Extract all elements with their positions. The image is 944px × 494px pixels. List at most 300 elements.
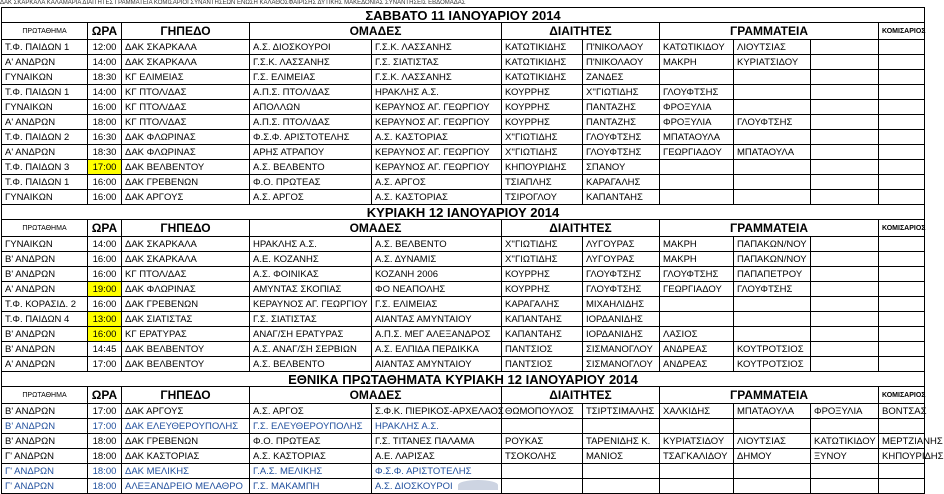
- cell-commissioner: [879, 252, 925, 267]
- column-header-row: [2, 23, 925, 40]
- cell-secretary-3: [811, 55, 879, 70]
- cell-time: 18:00: [88, 464, 122, 479]
- section-title: ΣΑΒΒΑΤΟ 11 ΙΑΝΟΥΑΡΙΟΥ 2014: [2, 8, 925, 23]
- cell-away-team: ΚΕΡΑΥΝΟΣ ΑΓ. ΓΕΩΡΓΙΟΥ: [372, 145, 502, 160]
- cell-secretary-3: ΞΥΝΟΥ: [811, 449, 879, 464]
- cell-commissioner: [879, 175, 925, 190]
- cell-referee-1: ΠΑΝΤΣΙΟΣ: [502, 357, 583, 372]
- cell-venue: ΚΓ ΠΤΟΛ/ΔΑΣ: [122, 115, 250, 130]
- cell-time: 16:00: [88, 175, 122, 190]
- cell-secretary-2: [734, 312, 811, 327]
- cell-venue: ΚΓ ΕΡΑΤΥΡΑΣ: [122, 327, 250, 342]
- cell-time: 16:30: [88, 130, 122, 145]
- cell-venue: ΔΑΚ ΑΡΓΟΥΣ: [122, 404, 250, 419]
- cell-away-team: Α.Σ. ΔΙΟΣΚΟΥΡΟΙ: [372, 479, 502, 494]
- cell-commissioner: [879, 282, 925, 297]
- cell-venue: ΑΛΕΞΑΝΔΡΕΙΟ ΜΕΛΑΘΡΟ: [122, 479, 250, 494]
- table-row: [2, 252, 925, 267]
- cell-referee-1: ΚΑΤΩΤΙΚΙΔΗΣ: [502, 70, 583, 85]
- table-row: [2, 85, 925, 100]
- cell-secretary-2: [734, 190, 811, 205]
- cell-secretary-2: [734, 160, 811, 175]
- cell-venue: ΔΑΚ ΒΕΛΒΕΝΤΟΥ: [122, 342, 250, 357]
- table-row: [2, 130, 925, 145]
- cell-time: 16:00: [88, 297, 122, 312]
- header-secretariat: ΓΡΑΜΜΑΤΕΙΑ: [660, 23, 879, 40]
- table-row: [2, 190, 925, 205]
- cell-home-team: ΑΜΥΝΤΑΣ ΣΚΟΠΙΑΣ: [250, 282, 372, 297]
- cell-referee-1: ΤΣΙΑΠΛΗΣ: [502, 175, 583, 190]
- cell-home-team: ΑΠΟΛΛΩΝ: [250, 100, 372, 115]
- cell-secretary-1: [660, 464, 734, 479]
- cell-referee-2: Π'ΝΙΚΟΛΑΟΥ: [583, 40, 660, 55]
- cell-commissioner: [879, 237, 925, 252]
- cell-secretary-2: ΚΥΡΙΑΤΣΙΔΟΥ: [734, 55, 811, 70]
- cell-referee-2: [583, 419, 660, 434]
- header-commissioners: ΚΟΜΙΣΑΡΙΟΣ: [879, 23, 925, 40]
- header-teams: ΟΜΑΔΕΣ: [250, 220, 502, 237]
- table-row: [2, 297, 925, 312]
- header-commissioners: ΚΟΜΙΣΑΡΙΟΣ: [879, 220, 925, 237]
- cell-secretary-3: [811, 130, 879, 145]
- header-championship: ΠΡΩΤΑΘΗΜΑ: [2, 220, 88, 237]
- cell-championship: Τ.Φ. ΠΑΙΔΩΝ 1: [2, 85, 88, 100]
- cell-secretary-2: ΚΟΥΤΡΟΤΣΙΟΣ: [734, 342, 811, 357]
- cell-referee-1: [502, 419, 583, 434]
- cell-secretary-1: [660, 312, 734, 327]
- schedule-table: [1, 7, 944, 494]
- cell-commissioner: [879, 312, 925, 327]
- cell-secretary-2: ΔΗΜΟΥ: [734, 449, 811, 464]
- cell-secretary-2: ΛΙΟΥΤΣΙΑΣ: [734, 434, 811, 449]
- cell-secretary-3: [811, 160, 879, 175]
- cell-referee-1: ΡΟΥΚΑΣ: [502, 434, 583, 449]
- header-championship: ΠΡΩΤΑΘΗΜΑ: [2, 387, 88, 404]
- cell-secretary-1: ΤΣΑΓΚΑΛΙΔΟΥ: [660, 449, 734, 464]
- cell-referee-1: ΚΟΥΡΡΗΣ: [502, 100, 583, 115]
- cell-venue: ΚΓ ΠΤΟΛ/ΔΑΣ: [122, 85, 250, 100]
- cell-commissioner: [879, 70, 925, 85]
- cell-time: 17:00: [88, 160, 122, 175]
- cell-venue: ΔΑΚ ΣΚΑΡΚΑΛΑ: [122, 40, 250, 55]
- header-referees: ΔΙΑΙΤΗΤΕΣ: [502, 23, 660, 40]
- table-row: [2, 357, 925, 372]
- cell-referee-2: ΣΠΑΝΟΥ: [583, 160, 660, 175]
- cell-time: 14:00: [88, 237, 122, 252]
- cell-away-team: ΚΕΡΑΥΝΟΣ ΑΓ. ΓΕΩΡΓΙΟΥ: [372, 115, 502, 130]
- cell-away-team: Γ.Σ. ΣΙΑΤΙΣΤΑΣ: [372, 55, 502, 70]
- cell-secretary-1: ΛΑΣΙΟΣ: [660, 327, 734, 342]
- cell-away-team: ΚΟΖΑΝΗ 2006: [372, 267, 502, 282]
- header-time: ΩΡΑ: [88, 23, 122, 40]
- cell-championship: ΓΥΝΑΙΚΩΝ: [2, 70, 88, 85]
- cell-home-team: Α.Σ. ΒΕΛΒΕΝΤΟ: [250, 357, 372, 372]
- cell-secretary-3: [811, 267, 879, 282]
- cell-secretary-3: [811, 479, 879, 494]
- header-teams: ΟΜΑΔΕΣ: [250, 387, 502, 404]
- cell-time: 12:00: [88, 40, 122, 55]
- cell-secretary-2: [734, 100, 811, 115]
- cell-referee-2: ΓΛΟΥΦΤΣΗΣ: [583, 130, 660, 145]
- cell-home-team: Α.Π.Σ. ΠΤΟΛ/ΔΑΣ: [250, 115, 372, 130]
- cell-secretary-1: [660, 419, 734, 434]
- cell-time: 17:00: [88, 419, 122, 434]
- cell-home-team: ΗΡΑΚΛΗΣ Α.Σ.: [250, 237, 372, 252]
- cell-home-team: Γ.Σ.Κ. ΛΑΣΣΑΝΗΣ: [250, 55, 372, 70]
- cell-referee-1: ΚΑΠΑΝΤΑΗΣ: [502, 327, 583, 342]
- cell-away-team: Φ.Σ.Φ. ΑΡΙΣΤΟΤΕΛΗΣ: [372, 464, 502, 479]
- cell-home-team: Α.Σ. ΔΙΟΣΚΟΥΡΟΙ: [250, 40, 372, 55]
- cell-secretary-2: ΠΑΠΑΚΩΝ/ΝΟΥ: [734, 252, 811, 267]
- section-title-row: [2, 372, 925, 387]
- cell-away-team: Α.Σ. ΚΑΣΤΟΡΙΑΣ: [372, 190, 502, 205]
- cell-secretary-3: [811, 145, 879, 160]
- cell-secretary-2: ΠΑΠΑΚΩΝ/ΝΟΥ: [734, 237, 811, 252]
- header-venue: ΓΗΠΕΔΟ: [122, 220, 250, 237]
- cell-venue: ΔΑΚ ΓΡΕΒΕΝΩΝ: [122, 297, 250, 312]
- cell-home-team: ΑΝΑΓ/ΣΗ ΕΡΑΤΥΡΑΣ: [250, 327, 372, 342]
- cell-commissioner: [879, 85, 925, 100]
- cell-home-team: Α.Σ. ΚΑΣΤΟΡΙΑΣ: [250, 449, 372, 464]
- cell-referee-1: ΚΑΤΩΤΙΚΙΔΗΣ: [502, 40, 583, 55]
- cell-secretary-2: [734, 130, 811, 145]
- table-row: [2, 449, 925, 464]
- cell-referee-1: Χ''ΓΙΩΤΙΔΗΣ: [502, 145, 583, 160]
- top-cut-text: ΔΑΚ ΣΚΑΡΚΑΛΑ ΚΑΛΑΜΑΡΙΑ ΔΙΑΙΤΗΤΕΣ ΓΡΑΜΜΑΤΕΙΑ ΚΟΜΙΣΑΡΙΟΙ ΣΥΝΑΝΤΗΣΕΩΝ ΕΝΩΣΗ ΚΑΛΑΘΟΣΦΑΙΡΙΣΗΣ ΔΥΤΙΚΗΣ ΜΑΚΕΔΟΝΙΑΣ ΣΥΝΑΝΤΗΣΕΙΣ ΕΒΔΟΜΑΔΑΣ: [0, 0, 466, 6]
- cell-time: 14:45: [88, 342, 122, 357]
- cell-time: 16:00: [88, 327, 122, 342]
- cell-referee-2: ΚΑΡΑΓΑΛΗΣ: [583, 175, 660, 190]
- table-row: [2, 237, 925, 252]
- cell-away-team: Σ.Φ.Κ. ΠΙΕΡΙΚΟΣ-ΑΡΧΕΛΑΟΣ: [372, 404, 502, 419]
- cell-time: 18:00: [88, 434, 122, 449]
- cell-away-team: ΦΟ ΝΕΑΠΟΛΗΣ: [372, 282, 502, 297]
- cell-secretary-1: [660, 175, 734, 190]
- cell-secretary-1: [660, 190, 734, 205]
- table-row: [2, 464, 925, 479]
- cell-secretary-3: [811, 100, 879, 115]
- cell-secretary-1: ΜΑΚΡΗ: [660, 252, 734, 267]
- cell-referee-2: ΣΙΣΜΑΝΟΓΛΟΥ: [583, 342, 660, 357]
- cell-referee-2: [583, 479, 660, 494]
- header-commissioners: ΚΟΜΙΣΑΡΙΟΣ: [879, 387, 925, 404]
- cell-commissioner: [879, 267, 925, 282]
- cell-commissioner: [879, 130, 925, 145]
- cell-venue: ΔΑΚ ΣΙΑΤΙΣΤΑΣ: [122, 312, 250, 327]
- cell-secretary-1: ΓΕΩΡΓΙΑΔΟΥ: [660, 282, 734, 297]
- cell-championship: Γ' ΑΝΔΡΩΝ: [2, 464, 88, 479]
- cell-championship: Β' ΑΝΔΡΩΝ: [2, 404, 88, 419]
- cell-home-team: Α.Σ. ΑΝΑΓ/ΣΗ ΣΕΡΒΙΩΝ: [250, 342, 372, 357]
- table-row: [2, 100, 925, 115]
- header-referees: ΔΙΑΙΤΗΤΕΣ: [502, 387, 660, 404]
- cell-referee-2: ΤΣΙΡΤΣΙΜΑΛΗΣ: [583, 404, 660, 419]
- cell-commissioner: [879, 115, 925, 130]
- cell-referee-2: ΙΟΡΔΑΝΙΔΗΣ: [583, 312, 660, 327]
- section-title-row: [2, 205, 925, 220]
- cell-secretary-1: ΓΛΟΥΦΤΣΗΣ: [660, 85, 734, 100]
- cell-championship: Γ' ΑΝΔΡΩΝ: [2, 449, 88, 464]
- header-venue: ΓΗΠΕΔΟ: [122, 387, 250, 404]
- cell-referee-1: Χ''ΓΙΩΤΙΔΗΣ: [502, 252, 583, 267]
- table-row: [2, 145, 925, 160]
- cell-secretary-1: ΜΑΚΡΗ: [660, 55, 734, 70]
- cell-referee-2: ΙΟΡΔΑΝΙΔΗΣ: [583, 327, 660, 342]
- cell-time: 13:00: [88, 312, 122, 327]
- cell-commissioner: [879, 100, 925, 115]
- table-row: [2, 40, 925, 55]
- cell-referee-2: Π'ΝΙΚΟΛΑΟΥ: [583, 55, 660, 70]
- cell-venue: ΔΑΚ ΣΚΑΡΚΑΛΑ: [122, 55, 250, 70]
- cell-time: 18:00: [88, 449, 122, 464]
- cell-secretary-3: ΚΑΤΩΤΙΚΙΔΟΥ: [811, 434, 879, 449]
- cell-time: 18:30: [88, 70, 122, 85]
- cell-referee-2: Χ''ΓΙΩΤΙΔΗΣ: [583, 85, 660, 100]
- cell-referee-2: ΓΛΟΥΦΤΣΗΣ: [583, 145, 660, 160]
- table-row: [2, 115, 925, 130]
- table-row: [2, 434, 925, 449]
- cell-away-team: Α.Σ. ΒΕΛΒΕΝΤΟ: [372, 237, 502, 252]
- cell-referee-1: ΠΑΝΤΣΙΟΣ: [502, 342, 583, 357]
- cell-secretary-2: ΜΠΑΤΑΟΥΛΑ: [734, 404, 811, 419]
- cell-time: 16:00: [88, 252, 122, 267]
- cell-venue: ΚΓ ΕΛΙΜΕΙΑΣ: [122, 70, 250, 85]
- cell-secretary-2: [734, 175, 811, 190]
- cell-commissioner: [879, 160, 925, 175]
- cell-away-team: Α.Ε. ΛΑΡΙΣΑΣ: [372, 449, 502, 464]
- cell-referee-1: ΚΟΥΡΡΗΣ: [502, 267, 583, 282]
- cell-referee-1: ΚΟΥΡΡΗΣ: [502, 282, 583, 297]
- cell-championship: Α' ΑΝΔΡΩΝ: [2, 55, 88, 70]
- cell-referee-2: ΣΙΣΜΑΝΟΓΛΟΥ: [583, 357, 660, 372]
- cell-secretary-2: ΓΛΟΥΦΤΣΗΣ: [734, 115, 811, 130]
- cell-venue: ΔΑΚ ΦΛΩΡΙΝΑΣ: [122, 145, 250, 160]
- cell-secretary-2: ΜΠΑΤΑΟΥΛΑ: [734, 145, 811, 160]
- cell-secretary-3: [811, 85, 879, 100]
- cell-secretary-3: [811, 327, 879, 342]
- cell-secretary-2: [734, 464, 811, 479]
- cell-venue: ΔΑΚ ΚΑΣΤΟΡΙΑΣ: [122, 449, 250, 464]
- cell-referee-1: ΚΑΠΑΝΤΑΗΣ: [502, 312, 583, 327]
- header-teams: ΟΜΑΔΕΣ: [250, 23, 502, 40]
- cell-home-team: Α.Σ. ΦΟΙΝΙΚΑΣ: [250, 267, 372, 282]
- cell-home-team: Φ.Ο. ΠΡΩΤΕΑΣ: [250, 175, 372, 190]
- cell-referee-2: [583, 464, 660, 479]
- cell-commissioner: [879, 55, 925, 70]
- cell-commissioner: [879, 190, 925, 205]
- cell-referee-2: ΠΑΝΤΑΖΗΣ: [583, 100, 660, 115]
- table-row: [2, 70, 925, 85]
- cell-commissioner: [879, 479, 925, 494]
- cell-championship: Β' ΑΝΔΡΩΝ: [2, 434, 88, 449]
- logo-seal-fragment: [458, 480, 498, 490]
- cell-venue: ΔΑΚ ΕΛΕΥΘΕΡΟΥΠΟΛΗΣ: [122, 419, 250, 434]
- cell-secretary-3: [811, 70, 879, 85]
- cell-home-team: Α.Ε. ΚΟΖΑΝΗΣ: [250, 252, 372, 267]
- cell-secretary-3: [811, 312, 879, 327]
- cell-championship: ΓΥΝΑΙΚΩΝ: [2, 100, 88, 115]
- cell-secretary-3: [811, 419, 879, 434]
- cell-away-team: Α.Σ. ΕΛΠΙΔΑ ΠΕΡΔΙΚΚΑ: [372, 342, 502, 357]
- cell-time: 14:00: [88, 85, 122, 100]
- cell-secretary-3: ΦΡΟΞΥΛΙΑ: [811, 404, 879, 419]
- cell-referee-1: ΤΣΟΚΟΛΗΣ: [502, 449, 583, 464]
- table-row: [2, 327, 925, 342]
- cell-venue: ΔΑΚ ΦΛΩΡΙΝΑΣ: [122, 282, 250, 297]
- cell-secretary-1: ΜΠΑΤΑΟΥΛΑ: [660, 130, 734, 145]
- cell-referee-2: ΓΛΟΥΦΤΣΗΣ: [583, 282, 660, 297]
- cell-referee-2: ΠΑΝΤΑΖΗΣ: [583, 115, 660, 130]
- cell-away-team: ΑΙΑΝΤΑΣ ΑΜΥΝΤΑΙΟΥ: [372, 357, 502, 372]
- cell-secretary-2: ΠΑΠΑΠΕΤΡΟΥ: [734, 267, 811, 282]
- cell-secretary-3: [811, 40, 879, 55]
- cell-secretary-1: [660, 160, 734, 175]
- cell-championship: ΓΥΝΑΙΚΩΝ: [2, 237, 88, 252]
- cell-secretary-2: [734, 419, 811, 434]
- cell-venue: ΔΑΚ ΣΚΑΡΚΑΛΑ: [122, 237, 250, 252]
- table-row: [2, 419, 925, 434]
- cell-commissioner: [879, 40, 925, 55]
- table-row: [2, 267, 925, 282]
- cell-home-team: Α.Σ. ΒΕΛΒΕΝΤΟ: [250, 160, 372, 175]
- cell-secretary-2: ΛΙΟΥΤΣΙΑΣ: [734, 40, 811, 55]
- cell-referee-2: ΜΙΧΑΗΛΙΔΗΣ: [583, 297, 660, 312]
- cell-venue: ΔΑΚ ΑΡΓΟΥΣ: [122, 190, 250, 205]
- cell-referee-2: ΖΑΝΔΕΣ: [583, 70, 660, 85]
- cell-away-team: Γ.Σ.Κ. ΛΑΣΣΑΝΗΣ: [372, 40, 502, 55]
- cell-referee-1: [502, 464, 583, 479]
- cell-referee-1: [502, 479, 583, 494]
- cell-home-team: ΚΕΡΑΥΝΟΣ ΑΓ. ΓΕΩΡΓΙΟΥ: [250, 297, 372, 312]
- cell-secretary-1: ΜΑΚΡΗ: [660, 237, 734, 252]
- cell-secretary-3: [811, 464, 879, 479]
- cell-secretary-1: ΓΛΟΥΦΤΣΗΣ: [660, 267, 734, 282]
- cell-commissioner: [879, 342, 925, 357]
- cell-secretary-3: [811, 175, 879, 190]
- cell-home-team: Φ.Ο. ΠΡΩΤΕΑΣ: [250, 434, 372, 449]
- cell-referee-2: ΚΑΠΑΝΤΑΗΣ: [583, 190, 660, 205]
- cell-secretary-1: ΦΡΟΞΥΛΙΑ: [660, 115, 734, 130]
- cell-secretary-2: [734, 327, 811, 342]
- cell-commissioner: ΒΟΝΤΣΑΣ: [879, 404, 925, 419]
- cell-secretary-2: [734, 297, 811, 312]
- cell-commissioner: ΜΕΡΤΖΙΑΝΗΣ: [879, 434, 925, 449]
- cell-secretary-1: [660, 479, 734, 494]
- cell-away-team: ΗΡΑΚΛΗΣ Α.Σ.: [372, 85, 502, 100]
- cell-commissioner: [879, 327, 925, 342]
- table-row: [2, 282, 925, 297]
- table-row: [2, 342, 925, 357]
- cell-secretary-1: ΚΑΤΩΤΙΚΙΔΟΥ: [660, 40, 734, 55]
- cell-time: 16:00: [88, 100, 122, 115]
- cell-secretary-1: ΑΝΔΡΕΑΣ: [660, 342, 734, 357]
- cell-referee-2: ΤΑΡΕΝΙΔΗΣ Κ.: [583, 434, 660, 449]
- table-row: [2, 404, 925, 419]
- cell-away-team: ΚΕΡΑΥΝΟΣ ΑΓ. ΓΕΩΡΓΙΟΥ: [372, 160, 502, 175]
- cell-secretary-2: [734, 479, 811, 494]
- cell-secretary-1: ΧΑΛΚΙΔΗΣ: [660, 404, 734, 419]
- cell-referee-1: Χ''ΓΙΩΤΙΔΗΣ: [502, 237, 583, 252]
- cell-championship: Β' ΑΝΔΡΩΝ: [2, 267, 88, 282]
- header-secretariat: ΓΡΑΜΜΑΤΕΙΑ: [660, 387, 879, 404]
- cell-venue: ΔΑΚ ΜΕΛΙΚΗΣ: [122, 464, 250, 479]
- cell-secretary-3: [811, 342, 879, 357]
- section-title: ΚΥΡΙΑΚΗ 12 ΙΑΝΟΥΑΡΙΟΥ 2014: [2, 205, 925, 220]
- cell-home-team: Γ.Σ. ΕΛΕΥΘΕΡΟΥΠΟΛΗΣ: [250, 419, 372, 434]
- cell-championship: Τ.Φ. ΠΑΙΔΩΝ 1: [2, 175, 88, 190]
- cell-secretary-2: ΓΛΟΥΦΤΣΗΣ: [734, 282, 811, 297]
- cell-venue: ΔΑΚ ΦΛΩΡΙΝΑΣ: [122, 130, 250, 145]
- cell-time: 18:30: [88, 145, 122, 160]
- cell-referee-1: ΚΑΡΑΓΑΛΗΣ: [502, 297, 583, 312]
- cell-home-team: Γ.Σ. ΣΙΑΤΙΣΤΑΣ: [250, 312, 372, 327]
- cell-away-team: Γ.Σ. ΤΙΤΑΝΕΣ ΠΑΛΑΜΑ: [372, 434, 502, 449]
- cell-championship: Β' ΑΝΔΡΩΝ: [2, 419, 88, 434]
- cell-referee-2: ΜΑΝΙΟΣ: [583, 449, 660, 464]
- section-title: ΕΘΝΙΚΑ ΠΡΩΤΑΘΗΜΑΤΑ ΚΥΡΙΑΚΗ 12 ΙΑΝΟΥΑΡΙΟΥ 2014: [2, 372, 925, 387]
- cell-commissioner: [879, 464, 925, 479]
- cell-secretary-3: [811, 190, 879, 205]
- cell-home-team: Α.Σ. ΑΡΓΟΣ: [250, 190, 372, 205]
- header-championship: ΠΡΩΤΑΘΗΜΑ: [2, 23, 88, 40]
- cell-away-team: Α.Π.Σ. ΜΕΓ ΑΛΕΞΑΝΔΡΟΣ: [372, 327, 502, 342]
- cell-away-team: ΚΕΡΑΥΝΟΣ ΑΓ. ΓΕΩΡΓΙΟΥ: [372, 100, 502, 115]
- cell-referee-1: ΚΟΥΡΡΗΣ: [502, 115, 583, 130]
- cell-time: 16:00: [88, 190, 122, 205]
- cell-referee-1: ΚΗΠΟΥΡΙΔΗΣ: [502, 160, 583, 175]
- cell-commissioner: [879, 297, 925, 312]
- cell-championship: Α' ΑΝΔΡΩΝ: [2, 115, 88, 130]
- column-header-row: [2, 387, 925, 404]
- column-header-row: [2, 220, 925, 237]
- cell-venue: ΔΑΚ ΓΡΕΒΕΝΩΝ: [122, 175, 250, 190]
- cell-away-team: Α.Σ. ΔΥΝΑΜΙΣ: [372, 252, 502, 267]
- cell-championship: Β' ΑΝΔΡΩΝ: [2, 342, 88, 357]
- cell-secretary-3: [811, 297, 879, 312]
- cell-championship: ΓΥΝΑΙΚΩΝ: [2, 190, 88, 205]
- cell-secretary-1: ΓΕΩΡΓΙΑΔΟΥ: [660, 145, 734, 160]
- cell-home-team: Α.Π.Σ. ΠΤΟΛ/ΔΑΣ: [250, 85, 372, 100]
- cell-time: 14:00: [88, 55, 122, 70]
- cell-away-team: Α.Σ. ΑΡΓΟΣ: [372, 175, 502, 190]
- cell-venue: ΔΑΚ ΓΡΕΒΕΝΩΝ: [122, 434, 250, 449]
- cell-secretary-3: [811, 252, 879, 267]
- cell-championship: Β' ΑΝΔΡΩΝ: [2, 327, 88, 342]
- cell-time: 17:00: [88, 404, 122, 419]
- cell-home-team: Γ.Α.Σ. ΜΕΛΙΚΗΣ: [250, 464, 372, 479]
- cell-championship: Γ' ΑΝΔΡΩΝ: [2, 479, 88, 494]
- cell-championship: Τ.Φ. ΚΟΡΑΣΙΔ. 2: [2, 297, 88, 312]
- cell-time: 19:00: [88, 282, 122, 297]
- table-row: [2, 160, 925, 175]
- cell-referee-2: ΛΥΓΟΥΡΑΣ: [583, 237, 660, 252]
- cell-championship: Α' ΑΝΔΡΩΝ: [2, 145, 88, 160]
- cell-venue: ΔΑΚ ΒΕΛΒΕΝΤΟΥ: [122, 160, 250, 175]
- cell-championship: Τ.Φ. ΠΑΙΔΩΝ 2: [2, 130, 88, 145]
- cell-secretary-1: ΑΝΔΡΕΑΣ: [660, 357, 734, 372]
- cell-secretary-1: ΦΡΟΞΥΛΙΑ: [660, 100, 734, 115]
- cell-home-team: Γ.Σ. ΜΑΚΑΜΠΗ: [250, 479, 372, 494]
- cell-secretary-1: [660, 70, 734, 85]
- cell-away-team: Γ.Σ.Κ. ΛΑΣΣΑΝΗΣ: [372, 70, 502, 85]
- cell-secretary-3: [811, 282, 879, 297]
- cell-secretary-3: [811, 357, 879, 372]
- cell-championship: Τ.Φ. ΠΑΙΔΩΝ 1: [2, 40, 88, 55]
- header-time: ΩΡΑ: [88, 387, 122, 404]
- header-venue: ΓΗΠΕΔΟ: [122, 23, 250, 40]
- cell-commissioner: ΚΗΠΟΥΡΙΔΗΣ: [879, 449, 925, 464]
- header-time: ΩΡΑ: [88, 220, 122, 237]
